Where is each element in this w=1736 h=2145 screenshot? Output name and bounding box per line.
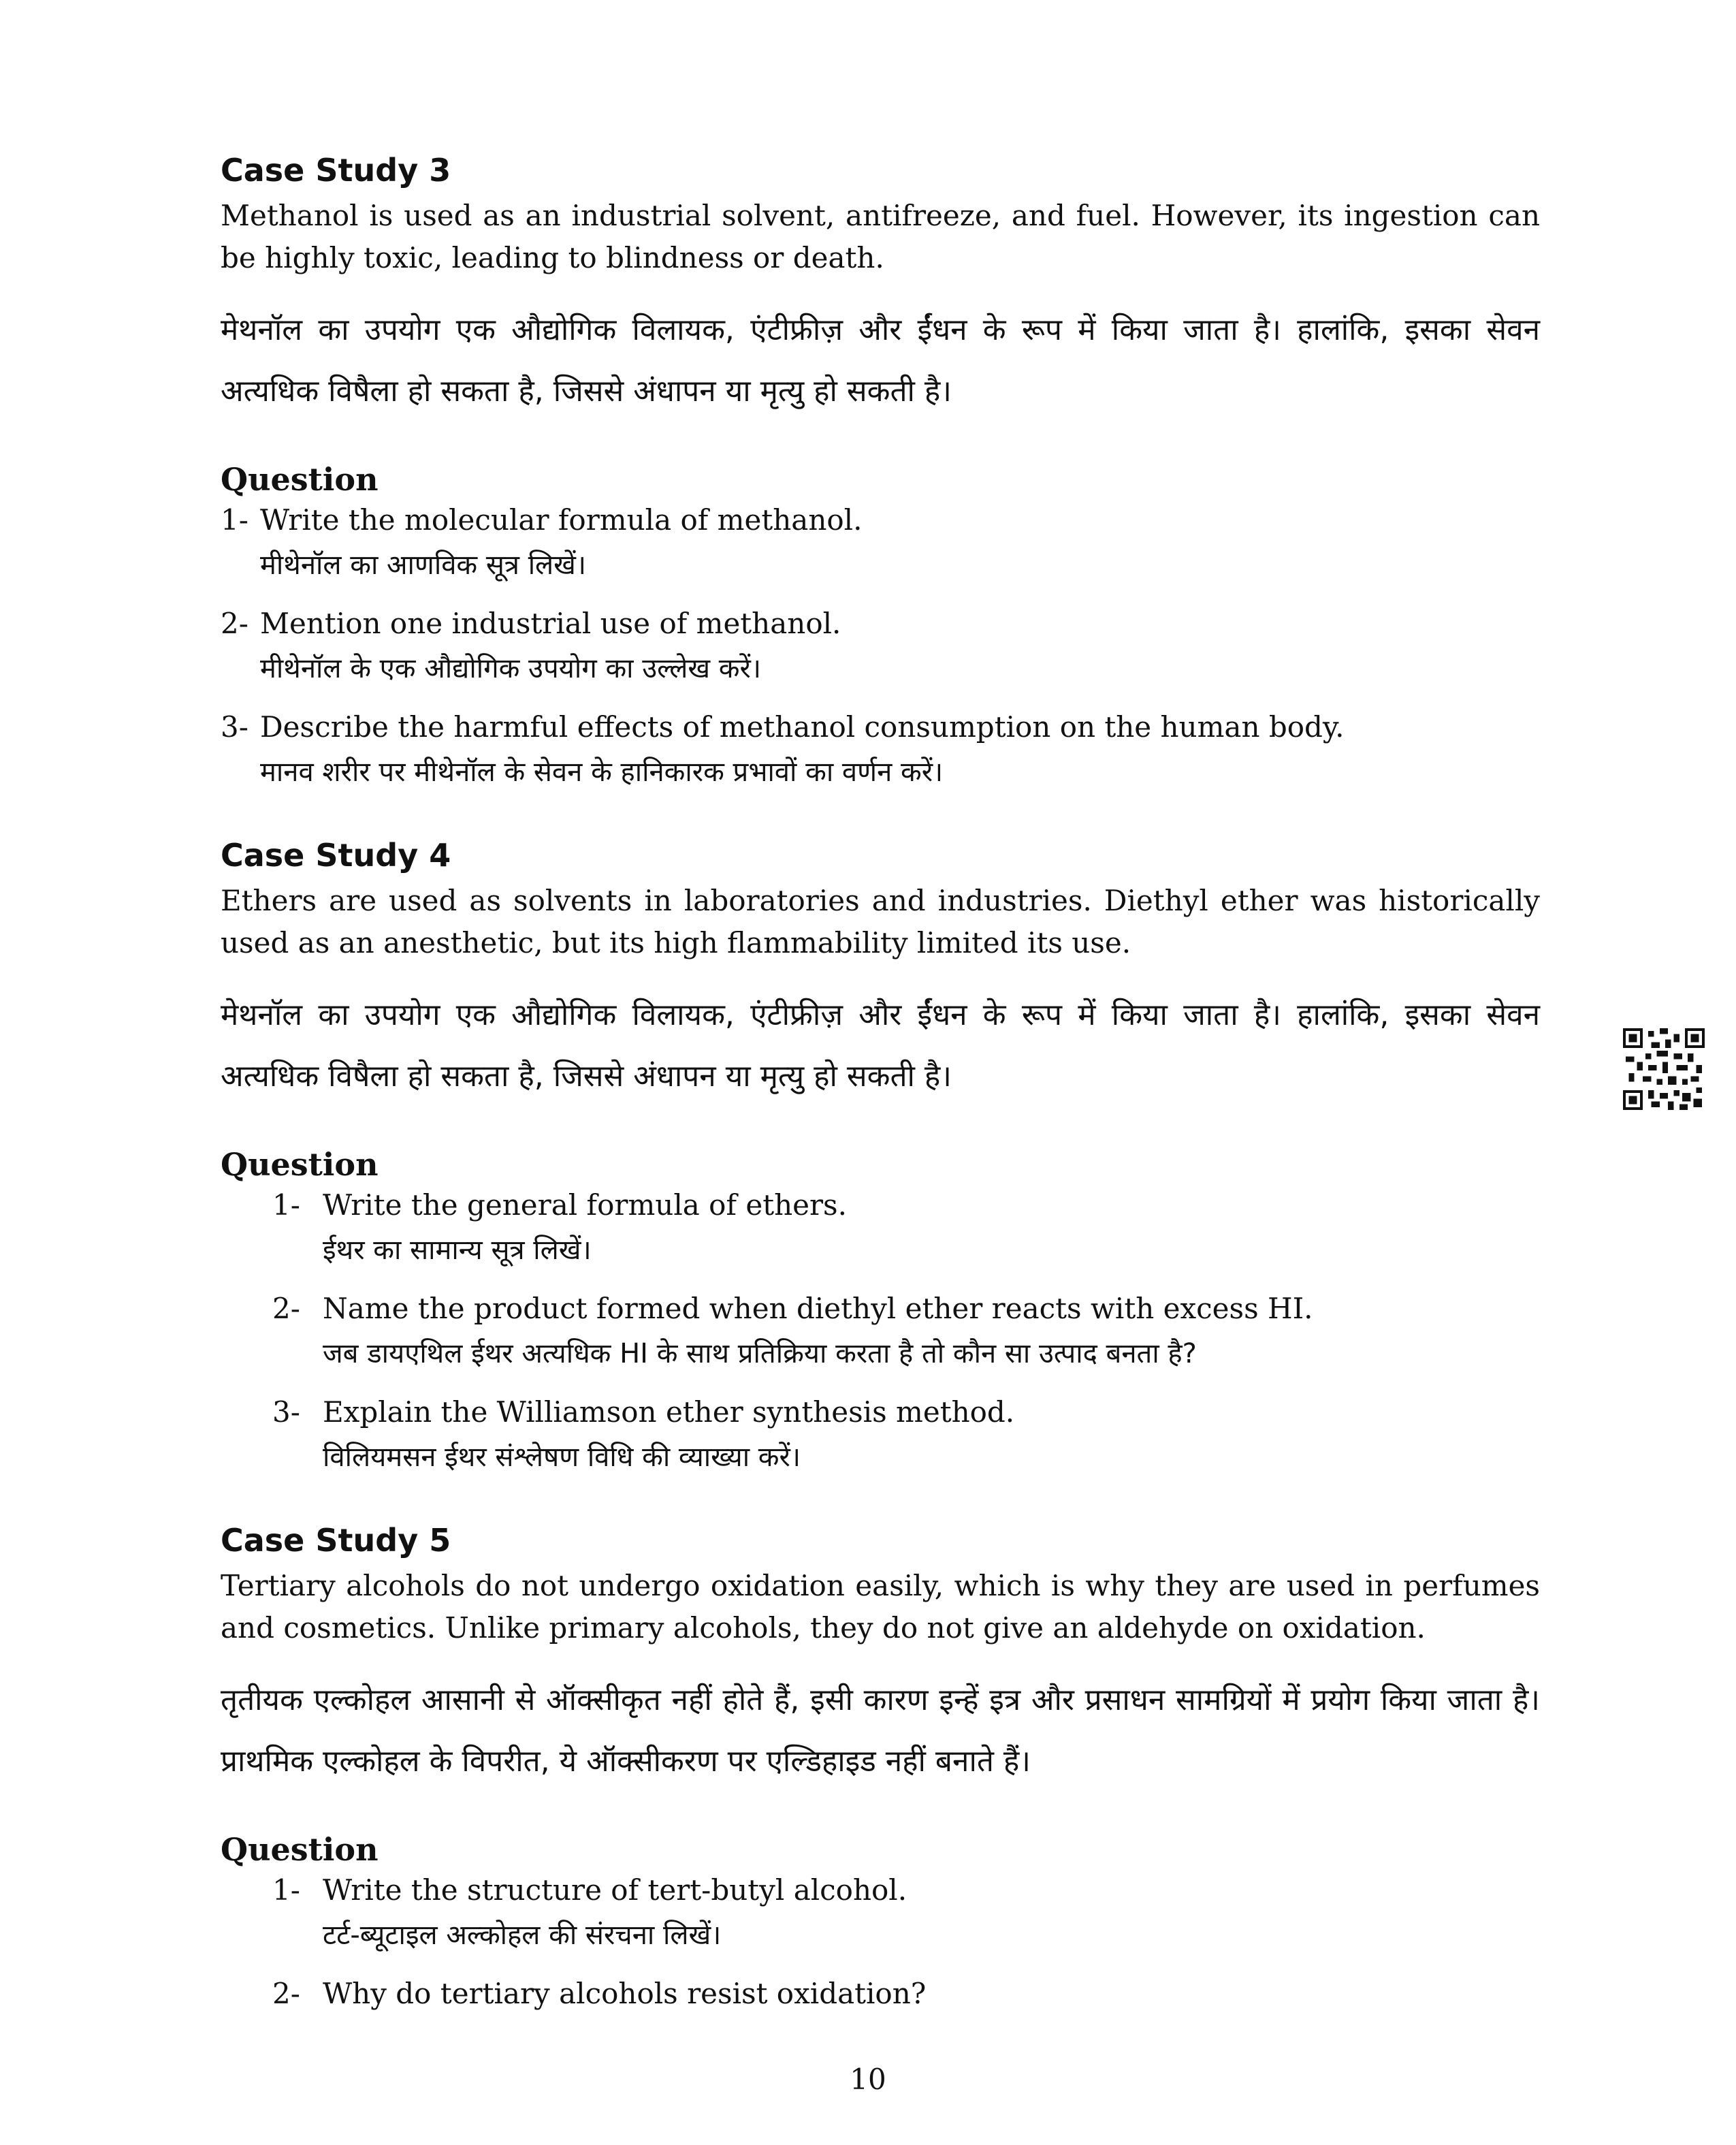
question-item bbox=[221, 1185, 1540, 1275]
question-number: 2- bbox=[272, 1292, 300, 1325]
question-number: 3- bbox=[272, 1395, 300, 1429]
page-number: 10 bbox=[850, 2063, 886, 2096]
case-study-3-question-heading: Question bbox=[221, 461, 379, 498]
case-study-4-hindi-text: मेथनॉल का उपयोग एक औद्योगिक विलायक, एंटीफ्रीज़ और ईंधन के रूप में किया जाता है। हालांकि, इसका सेवन अत्यधिक विषैला हो सकता है, जिससे अंधापन या मृत्यु हो सकती है। bbox=[221, 998, 1540, 1094]
page-content bbox=[221, 150, 1540, 2028]
question-item bbox=[221, 603, 1540, 693]
case-study-4-english-text: Ethers are used as solvents in laboratories and industries. Diethyl ether was historically used as an anesthetic, but its high flammability limited its use. bbox=[221, 884, 1540, 959]
case-study-3-english-text: Methanol is used as an industrial solvent, antifreeze, and fuel. However, its ingestion can be highly toxic, leading to blindness or death. bbox=[221, 199, 1540, 274]
case-study-3 bbox=[221, 150, 1540, 797]
question-english: Explain the Williamson ether synthesis method. bbox=[323, 1395, 1015, 1429]
case-study-3-title: Case Study 3 bbox=[221, 152, 451, 189]
case-study-3-hindi-text: मेथनॉल का उपयोग एक औद्योगिक विलायक, एंटीफ्रीज़ और ईंधन के रूप में किया जाता है। हालांकि, इसका सेवन अत्यधिक विषैला हो सकता है, जिससे अंधापन या मृत्यु हो सकती है। bbox=[221, 313, 1540, 409]
question-number: 1- bbox=[221, 503, 248, 537]
case-study-4-question-list bbox=[221, 1185, 1540, 1482]
question-hindi: विलियमसन ईथर संश्लेषण विधि की व्याख्या करें। bbox=[323, 1442, 801, 1473]
question-hindi: मानव शरीर पर मीथेनॉल के सेवन के हानिकारक प्रभावों का वर्णन करें। bbox=[260, 757, 944, 788]
case-study-5-question-list bbox=[221, 1870, 1540, 2014]
question-item bbox=[221, 1288, 1540, 1378]
question-english: Name the product formed when diethyl ether reacts with excess HI. bbox=[323, 1292, 1313, 1325]
case-study-5-hindi-text: तृतीयक एल्कोहल आसानी से ऑक्सीकृत नहीं होते हैं, इसी कारण इन्हें इत्र और प्रसाधन सामग्रियों में प्रयोग किया जाता है। प्राथमिक एल्कोहल के विपरीत, ये ऑक्सीकरण पर एल्डिहाइड नहीं बनाते हैं। bbox=[221, 1683, 1540, 1779]
question-item bbox=[221, 1973, 1540, 2014]
question-english: Mention one industrial use of methanol. bbox=[260, 607, 841, 640]
question-number: 1- bbox=[272, 1188, 300, 1222]
question-english: Write the structure of tert-butyl alcohol. bbox=[323, 1873, 907, 1907]
question-number: 3- bbox=[221, 710, 248, 744]
case-study-5-title: Case Study 5 bbox=[221, 1522, 451, 1559]
question-hindi: ईथर का सामान्य सूत्र लिखें। bbox=[323, 1235, 592, 1266]
question-item bbox=[221, 500, 1540, 590]
question-hindi: मीथेनॉल का आणविक सूत्र लिखें। bbox=[260, 550, 587, 581]
question-number: 1- bbox=[272, 1873, 300, 1907]
case-study-5 bbox=[221, 1520, 1540, 2014]
case-study-4 bbox=[221, 835, 1540, 1482]
question-hindi: मीथेनॉल के एक औद्योगिक उपयोग का उल्लेख करें। bbox=[260, 653, 762, 684]
question-number: 2- bbox=[272, 1977, 300, 2010]
question-hindi: जब डायएथिल ईथर अत्यधिक HI के साथ प्रतिक्रिया करता है तो कौन सा उत्पाद बनता है? bbox=[323, 1338, 1197, 1369]
question-english: Describe the harmful effects of methanol consumption on the human body. bbox=[260, 710, 1345, 744]
question-item bbox=[221, 1392, 1540, 1482]
case-study-4-title: Case Study 4 bbox=[221, 837, 451, 874]
question-item bbox=[221, 707, 1540, 797]
case-study-5-english-text: Tertiary alcohols do not undergo oxidation easily, which is why they are used in perfumes and cosmetics. Unlike primary alcohols, they do not give an aldehyde on oxidation. bbox=[221, 1569, 1540, 1644]
question-english: Write the general formula of ethers. bbox=[323, 1188, 847, 1222]
qr-code-icon[interactable] bbox=[1623, 1028, 1705, 1110]
question-number: 2- bbox=[221, 607, 248, 640]
question-item bbox=[221, 1870, 1540, 1960]
question-english: Write the molecular formula of methanol. bbox=[260, 503, 863, 537]
question-hindi: टर्ट-ब्यूटाइल अल्कोहल की संरचना लिखें। bbox=[323, 1920, 722, 1951]
case-study-3-question-list bbox=[221, 500, 1540, 797]
question-english: Why do tertiary alcohols resist oxidation? bbox=[323, 1977, 927, 2010]
case-study-5-question-heading: Question bbox=[221, 1831, 379, 1868]
case-study-4-question-heading: Question bbox=[221, 1146, 379, 1183]
